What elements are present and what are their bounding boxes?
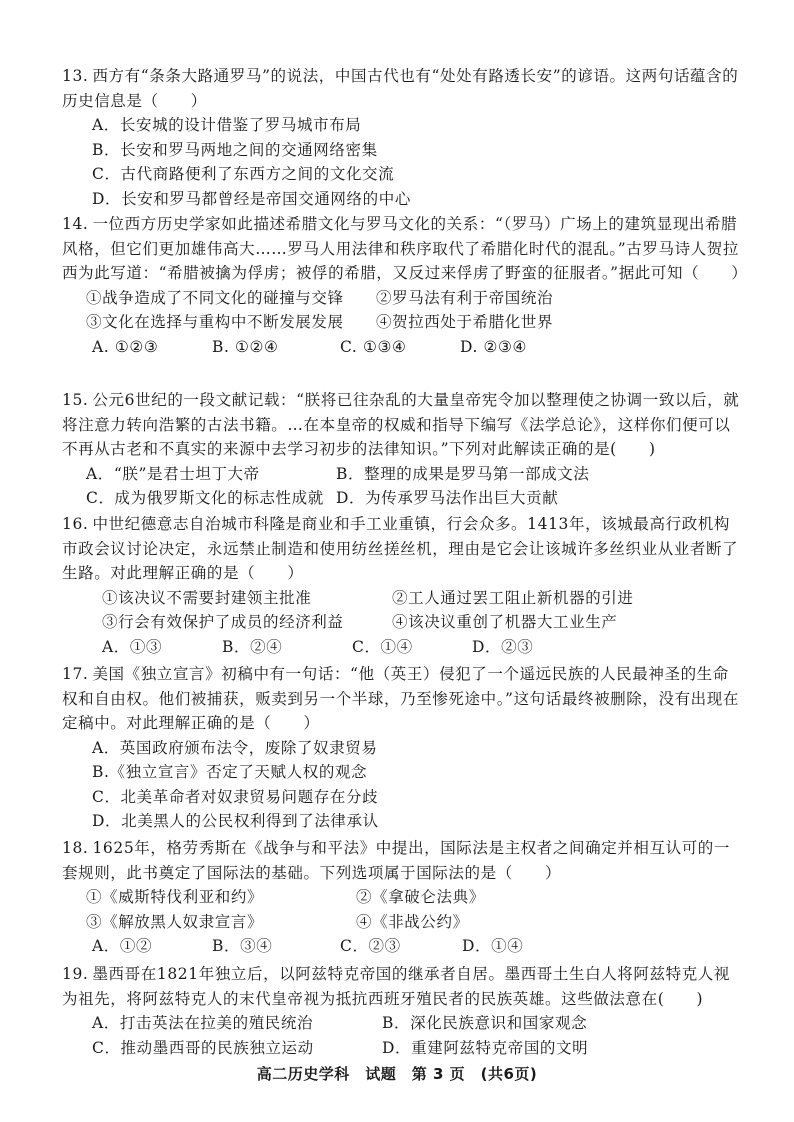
question-text: 中世纪德意志自治城市科隆是商业和手工业重镇，行会众多。1413年，该城最高行政机构市政会议讨论决定，永远禁止制造和使用纺丝搓丝机，理由是它会让该城许多丝织业从业者断了生路。对此理解正确的是（ ） xyxy=(62,515,739,582)
statement-row xyxy=(62,310,742,335)
option-b: B.《独立宣言》否定了天赋人权的观念 xyxy=(92,763,368,781)
question-stem xyxy=(62,962,742,1011)
question-stem xyxy=(62,64,742,113)
option-b: B．深化民族意识和国家观念 xyxy=(382,1014,588,1032)
question-text: 美国《独立宣言》初稿中有一句话：“他（英王）侵犯了一个遥远民族的人民最神圣的生命权和自由权。他们被捕获，贩卖到另一个半球，乃至惨死途中。”这句话最终被删除，没有出现在定稿中。对此理解正确的是（ ） xyxy=(62,665,739,732)
option-a: A．打击英法在拉美的殖民统治 xyxy=(92,1014,314,1032)
options-row xyxy=(62,486,742,511)
option-d: D．长安和罗马都曾经是帝国交通网络的中心 xyxy=(92,189,411,208)
statement-4: ④该决议重创了机器大工业生产 xyxy=(392,613,618,631)
option-d: D．为传承罗马法作出巨大贡献 xyxy=(336,489,559,507)
question-number: 15. xyxy=(62,391,89,409)
option-d: D. ②③④ xyxy=(460,337,528,356)
question-stem xyxy=(62,388,742,462)
statement-row xyxy=(62,885,742,910)
options-row xyxy=(62,1011,742,1036)
option-c: C．①④ xyxy=(352,637,413,656)
statement-4: ④《非战公约》 xyxy=(356,912,469,931)
option-c: C．北美革命者对奴隶贸易问题存在分歧 xyxy=(92,787,379,806)
option-b: B．整理的成果是罗马第一部成文法 xyxy=(336,464,590,483)
question-18 xyxy=(62,836,742,959)
question-stem xyxy=(62,836,742,885)
statement-row xyxy=(62,586,742,611)
question-13 xyxy=(62,64,742,211)
question-number: 13. xyxy=(62,67,89,85)
question-17 xyxy=(62,662,742,834)
option-b: B．长安和罗马两地之间的交通网络密集 xyxy=(92,140,378,159)
question-text: 墨西哥在1821年独立后，以阿兹特克帝国的继承者自居。墨西哥土生白人将阿兹特克人视为祖先，将阿兹特克人的末代皇帝视为抵抗西班牙殖民者的民族英雄。这些做法意在( ) xyxy=(62,965,731,1008)
statement-2: ②《拿破仑法典》 xyxy=(356,888,485,906)
option-c: C．古代商路便利了东西方之间的文化交流 xyxy=(92,165,395,183)
question-number: 19. xyxy=(62,965,89,983)
question-number: 16. xyxy=(62,515,89,533)
option-c: C. ①③④ xyxy=(340,337,407,356)
question-text: 一位西方历史学家如此描述希腊文化与罗马文化的关系：“（罗马）广场上的建筑显现出希腊风格，但它们更加雄伟高大……罗马人用法律和秩序取代了希腊化时代的混乱。”古罗马诗人贺拉西为此写道：“希腊被擒为俘虏；被俘的希腊，又反过来俘虏了野蛮的征服者。”据此可知（ ） xyxy=(62,215,748,282)
question-text: 1625年，格劳秀斯在《战争与和平法》中提出，国际法是主权者之间确定并相互认可的一套规则，此书奠定了国际法的基础。下列选项属于国际法的是（ ） xyxy=(62,839,731,882)
question-text: 西方有“条条大路通罗马”的说法，中国古代也有“处处有路透长安”的谚语。这两句话蕴含的历史信息是（ ） xyxy=(62,67,739,110)
statement-1: ①战争造成了不同文化的碰撞与交锋 xyxy=(86,288,344,307)
option-c: C．推动墨西哥的民族独立运动 xyxy=(92,1038,314,1057)
option-a: A．①③ xyxy=(102,637,163,656)
option-d: D．②③ xyxy=(472,637,534,656)
statement-3: ③《解放黑人奴隶宣言》 xyxy=(86,912,264,931)
option-b: B．③④ xyxy=(212,937,273,955)
option-d: D．①④ xyxy=(462,937,524,955)
statement-row xyxy=(62,610,742,635)
option-a: A. ①②③ xyxy=(92,337,159,356)
question-stem xyxy=(62,212,748,286)
options-row xyxy=(62,462,742,487)
option-d: D．北美黑人的公民权利得到了法律承认 xyxy=(92,812,379,830)
question-text: 公元6世纪的一段文献记载：“朕将已往杂乱的大量皇帝宪令加以整理使之协调一致以后，就将注意力转向浩繁的古法书籍。…在本皇帝的权威和指导下编写《法学总论》，这样你们便可以不再从古老和不真实的来源中去学习初步的法律知识。”下列对此解读正确的是( ) xyxy=(62,391,740,458)
option-a: A．长安城的设计借鉴了罗马城市布局 xyxy=(92,116,362,134)
question-15 xyxy=(62,388,742,511)
statement-4: ④贺拉西处于希腊化世界 xyxy=(376,313,554,331)
question-stem xyxy=(62,662,742,736)
option-b: B. ①②④ xyxy=(212,337,279,356)
options-row xyxy=(62,1036,742,1061)
option-a: A．“朕”是君士坦丁大帝 xyxy=(86,464,260,483)
options-row xyxy=(62,335,742,360)
statement-2: ②罗马法有利于帝国统治 xyxy=(376,288,554,307)
options-row xyxy=(62,934,742,959)
statement-3: ③行会有效保护了成员的经济利益 xyxy=(102,613,344,631)
statement-3: ③文化在选择与重构中不断发展发展 xyxy=(86,313,344,331)
statement-row xyxy=(62,910,742,935)
question-number: 14. xyxy=(62,215,89,233)
statement-1: ①该决议不需要封建领主批准 xyxy=(102,588,312,607)
option-c: C．成为俄罗斯文化的标志性成就 xyxy=(86,489,324,507)
option-c: C．②③ xyxy=(340,937,401,955)
option-a: A．①② xyxy=(92,937,153,955)
question-number: 17. xyxy=(62,665,89,683)
option-b: B．②④ xyxy=(222,637,283,656)
option-a: A．英国政府颁布法令，废除了奴隶贸易 xyxy=(92,738,378,757)
statement-1: ①《威斯特伐利亚和约》 xyxy=(86,888,264,906)
question-14 xyxy=(62,212,748,359)
options-row xyxy=(62,635,742,660)
question-19 xyxy=(62,962,742,1060)
page-footer: 高二历史学科 试题 第 3 页 (共6页) xyxy=(256,1065,538,1083)
option-d: D．重建阿兹特克帝国的文明 xyxy=(382,1038,589,1057)
question-16 xyxy=(62,512,742,659)
question-number: 18. xyxy=(62,839,89,857)
statement-2: ②工人通过罢工阻止新机器的引进 xyxy=(392,588,634,607)
question-stem xyxy=(62,512,742,586)
statement-row xyxy=(62,286,742,311)
